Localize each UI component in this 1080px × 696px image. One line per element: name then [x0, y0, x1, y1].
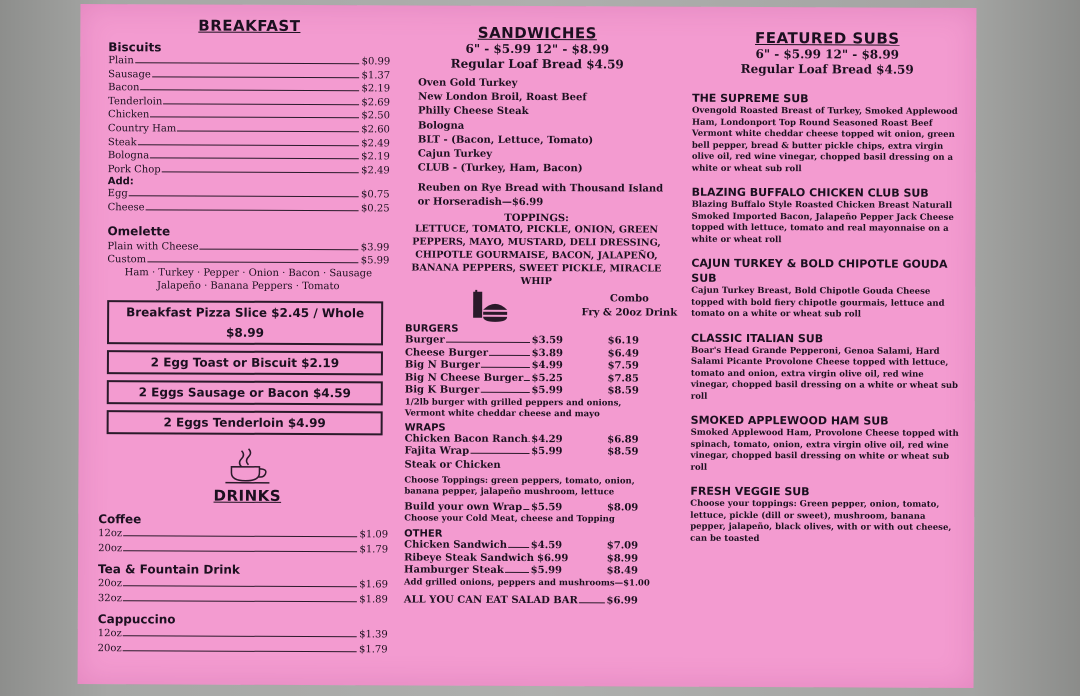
- item-combo-price: $7.09: [606, 540, 639, 552]
- toppings-title: TOPPINGS:: [504, 213, 569, 225]
- reuben-line-2: or Horseradish—$6.99: [417, 196, 544, 209]
- add-row: [108, 201, 390, 216]
- sandwich-loaf: Regular Loaf Bread $4.59: [450, 56, 624, 72]
- menu-row-main: [405, 360, 563, 373]
- combo-line-1: Combo: [609, 293, 649, 305]
- sandwich-item: Oven Gold Turkey: [418, 77, 518, 89]
- item-price: $2.49: [361, 165, 390, 177]
- omelette-row: [107, 240, 389, 254]
- drink-group-items: [98, 626, 388, 657]
- breakfast-specials: [107, 300, 390, 435]
- item-price: $2.69: [361, 97, 391, 109]
- leader-line: [579, 602, 605, 603]
- leader-line: [481, 367, 530, 368]
- leader-line: [508, 547, 529, 548]
- sub-description: Blazing Buffalo Style Roasted Chicken Breast Naturall Smoked Imported Bacon, Jalapeño Pepper Jack Cheese topped with lettuce, tomato and real mayonnaise on a white or wheat roll: [691, 199, 954, 245]
- item-price: $0.25: [360, 203, 390, 215]
- leader-line: [123, 650, 357, 652]
- item-price: $0.75: [360, 189, 390, 201]
- item-name: 20oz: [97, 577, 123, 589]
- sub-item: [690, 413, 960, 475]
- item-name: Big K Burger: [404, 384, 480, 397]
- item-price: $2.19: [361, 151, 390, 163]
- sandwiches-title: SANDWICHES: [477, 23, 597, 43]
- leader-line: [177, 130, 359, 132]
- menu-row: [405, 372, 671, 386]
- item-price: $0.99: [361, 56, 391, 68]
- item-price: $4.59: [530, 540, 563, 552]
- item-name: Chicken Bacon Ranch: [404, 433, 528, 445]
- subs-list: [690, 91, 962, 546]
- leader-line: [138, 144, 360, 146]
- drink-group-title: Tea & Fountain Drink: [97, 561, 240, 577]
- biscuit-row: [108, 81, 390, 96]
- subs-title: FEATURED SUBS: [755, 28, 900, 48]
- leader-line: [446, 342, 530, 343]
- menu-row-main: [405, 433, 563, 446]
- item-price: $5.99: [531, 446, 563, 458]
- drink-group-items: [98, 526, 388, 557]
- sandwich-list: [418, 77, 672, 178]
- item-price: $5.99: [360, 254, 390, 266]
- byo-wrap: [404, 501, 670, 515]
- drink-group-items: [98, 576, 388, 607]
- item-name: Hamburger Steak: [403, 564, 504, 577]
- item-price: $1.79: [359, 543, 389, 555]
- biscuit-row: [108, 54, 390, 69]
- item-price: $1.89: [359, 593, 388, 605]
- item-price: $3.89: [531, 347, 563, 360]
- leader-line: [123, 550, 357, 552]
- item-name: 20oz: [98, 542, 123, 554]
- sub-item: [691, 330, 961, 404]
- leader-line: [505, 572, 529, 573]
- wraps-title: WRAPS: [404, 422, 446, 434]
- breakfast-column: [97, 4, 391, 657]
- biscuit-row: [108, 136, 390, 151]
- omelette-options: [107, 266, 389, 293]
- item-price: $4.29: [531, 433, 563, 446]
- sub-description: Choose your toppings: Green pepper, onion, tomato, lettuce, pickle (dill or sweet), mushroom, banana pepper, jalapeño, black olives, with or with out cheese, can be toasted: [690, 498, 952, 544]
- other-list: [404, 540, 670, 579]
- leader-line: [150, 117, 359, 119]
- burger-note: 1/2lb burger with grilled peppers and onions, Vermont white cheddar cheese and mayo: [404, 397, 622, 420]
- menu-row: [404, 540, 670, 554]
- menu-row: [404, 565, 670, 579]
- coffee-cup-icon: [106, 446, 388, 491]
- sub-name: FRESH VEGGIE SUB: [690, 484, 810, 499]
- drink-row: [98, 526, 388, 542]
- menu-row: [405, 360, 671, 374]
- drink-row: [98, 576, 388, 592]
- omelette-title: Omelette: [107, 223, 171, 238]
- drink-row: [98, 591, 388, 607]
- item-price: $5.25: [531, 372, 563, 385]
- menu-row-main: [405, 446, 563, 459]
- reuben: [418, 182, 672, 211]
- subs-loaf: Regular Loaf Bread $4.59: [740, 61, 914, 77]
- byo-note: Choose your Cold Meat, cheese and Topping: [404, 513, 615, 525]
- subs-column: [690, 7, 962, 556]
- leader-line: [524, 380, 529, 381]
- item-combo-price: $6.89: [607, 434, 639, 446]
- biscuits-title: Biscuits: [108, 40, 162, 55]
- biscuit-row: [108, 68, 390, 83]
- item-name: Cheese Burger: [404, 347, 489, 359]
- other-addon: Add grilled onions, peppers and mushrooms—$1.00: [403, 577, 650, 589]
- item-price: $5.99: [531, 385, 563, 397]
- combo-label: [581, 293, 677, 321]
- item-price: $1.39: [359, 628, 388, 640]
- drink-row: [98, 626, 388, 642]
- item-price: $2.50: [361, 110, 391, 122]
- biscuit-list: [108, 54, 391, 178]
- item-name: Ribeye Steak Sandwich: [404, 552, 535, 564]
- combo-header: [401, 290, 678, 325]
- special-box: 2 Eggs Sausage or Bacon $4.59: [107, 380, 383, 405]
- special-box: 2 Eggs Tenderloin $4.99: [107, 410, 383, 435]
- item-name: Egg: [107, 188, 128, 200]
- menu-row: [405, 335, 671, 349]
- item-price: $1.69: [359, 578, 388, 590]
- menu-row: [404, 552, 670, 566]
- item-name: 12oz: [97, 627, 122, 639]
- subs-sizes: 6" - $5.99 12" - $8.99: [755, 46, 900, 62]
- menu-row: [405, 433, 671, 447]
- menu-row: [404, 501, 670, 515]
- special-box: 2 Egg Toast or Biscuit $2.19: [107, 350, 383, 375]
- item-name: Bologna: [107, 150, 150, 162]
- item-price: $5.59: [530, 501, 563, 514]
- leader-line: [480, 392, 529, 393]
- sub-name: CAJUN TURKEY & BOLD CHIPOTLE GOUDA SUB: [691, 256, 948, 285]
- item-name: Plain with Cheese: [107, 240, 199, 253]
- sub-item: [691, 256, 961, 322]
- menu-row-main: [404, 540, 562, 553]
- item-combo-price: $8.59: [607, 446, 639, 458]
- leader-line: [162, 171, 359, 173]
- leader-line: [129, 196, 359, 198]
- omelette-options-line-2: Jalapeño · Banana Peppers · Tomato: [156, 279, 340, 292]
- salad-bar-label: ALL YOU CAN EAT SALAD BAR: [403, 594, 578, 607]
- sandwich-sizes: 6" - $5.99 12" - $8.99: [465, 41, 610, 57]
- drink-group-title: Coffee: [98, 511, 142, 526]
- special-box: Breakfast Pizza Slice $2.45 / Whole $8.99: [107, 300, 383, 345]
- sub-item: [691, 185, 961, 247]
- burger-drink-icon: [471, 290, 509, 328]
- sandwiches-column: [400, 5, 678, 607]
- sandwich-item: Philly Cheese Steak: [417, 105, 529, 118]
- drinks-title: DRINKS: [213, 486, 282, 505]
- item-price: $2.49: [361, 137, 390, 149]
- sub-description: Ovengold Roasted Breast of Turkey, Smoked Applewood Ham, Londonport Top Round Seasoned Roast Beef Vermont white cheddar cheese topped wit onion, green bell pepper, bread & butter pickle chips, extra virgin olive oil, red wine vinegar, chopped basil dressing on a white or wheat sub roll: [691, 105, 958, 174]
- sub-item: [692, 91, 962, 176]
- toppings-list: LETTUCE, TOMATO, PICKLE, ONION, GREEN PEPPERS, MAYO, MUSTARD, DELI DRESSING, CHIPOTLE GOURMAISE, BACON, JALAPEÑO, BANANA PEPPERS, SWEET PICKLE, MIRACLE WHIP: [411, 223, 662, 287]
- leader-line: [200, 248, 359, 250]
- leader-line: [152, 76, 360, 78]
- menu-row-main: [404, 552, 569, 565]
- fajita-sub: Steak or Chicken: [404, 459, 501, 471]
- other-title: OTHER: [404, 528, 443, 541]
- item-price: $3.99: [360, 241, 390, 253]
- add-title: Add:: [107, 176, 134, 188]
- leader-line: [146, 209, 359, 211]
- item-name: Chicken Sandwich: [404, 539, 508, 552]
- leader-line: [123, 585, 357, 587]
- item-combo-price: $6.49: [607, 348, 639, 360]
- omelette-options-line-1: Ham · Turkey · Pepper · Onion · Bacon · Sausage: [124, 266, 373, 279]
- wrap-toppings-note: Choose Toppings: green peppers, tomato, onion, banana pepper, jalapeño mushroom, lettuce: [404, 475, 635, 498]
- item-price: $3.59: [531, 335, 564, 347]
- item-name: Plain: [108, 55, 134, 67]
- leader-line: [163, 103, 359, 105]
- wrap-list: [405, 433, 671, 459]
- combo-line-2: Fry & 20oz Drink: [581, 307, 678, 320]
- salad-bar: [404, 594, 638, 606]
- leader-line: [140, 89, 359, 91]
- burger-list: [405, 335, 671, 399]
- item-combo-price: $7.59: [607, 360, 639, 372]
- sub-description: Boar's Head Grande Pepperoni, Genoa Salami, Hard Salami Picante Provolone Cheese topped with lettuce, tomato and onion, extra virgin olive oil, red wine vinegar, chopped basil dressing on a white or wheat sub roll: [690, 345, 959, 402]
- item-price: $1.79: [359, 643, 388, 655]
- menu-row-main: [404, 565, 562, 578]
- item-name: Bacon: [108, 82, 140, 94]
- item-name: Big N Cheese Burger: [404, 372, 524, 384]
- biscuit-row: [108, 149, 390, 164]
- drink-group-title: Cappuccino: [97, 611, 176, 627]
- item-name: Big N Burger: [404, 359, 480, 372]
- item-price: $2.19: [361, 83, 391, 95]
- item-price: $1.09: [359, 528, 389, 540]
- item-price: $1.37: [361, 69, 391, 81]
- sandwich-item: BLT - (Bacon, Lettuce, Tomato): [417, 134, 594, 147]
- sub-description: Smoked Applewood Ham, Provolone Cheese topped with spinach, tomato, onion, extra virgin olive oil, red wine vinegar, chopped basil dressing on white or wheat sub roll: [690, 427, 959, 473]
- sandwich-item: Bologna: [417, 120, 465, 132]
- leader-line: [470, 453, 529, 454]
- sub-name: CLASSIC ITALIAN SUB: [691, 331, 824, 345]
- item-price: $4.99: [531, 360, 563, 372]
- sandwich-item: CLUB - (Turkey, Ham, Bacon): [417, 162, 583, 175]
- menu-row-main: [405, 335, 563, 348]
- item-price: $6.99: [537, 552, 569, 565]
- leader-line: [123, 635, 357, 637]
- leader-line: [123, 535, 357, 537]
- leader-line: [489, 355, 530, 356]
- item-combo-price: $8.99: [606, 553, 639, 565]
- item-name: Chicken: [107, 109, 150, 121]
- menu-row-main: [405, 347, 563, 360]
- sub-description: Cajun Turkey Breast, Bold Chipotle Gouda Cheese topped with bold fiery chipotle gourmais, lettuce and tomato on a white or wheat sub roll: [691, 285, 945, 320]
- menu-row-main: [405, 385, 563, 398]
- item-name: Burger: [404, 334, 445, 347]
- biscuit-row: [108, 122, 390, 137]
- item-name: Tenderloin: [108, 95, 163, 108]
- item-combo-price: $8.49: [606, 565, 639, 577]
- sub-name: SMOKED APPLEWOOD HAM SUB: [690, 413, 889, 428]
- menu-row-main: [405, 372, 563, 385]
- sub-name: THE SUPREME SUB: [692, 91, 809, 106]
- item-combo-price: $8.59: [607, 385, 639, 397]
- item-name: Pork Chop: [107, 163, 161, 176]
- item-name: 20oz: [97, 642, 122, 654]
- item-price: $2.60: [361, 124, 390, 136]
- item-name: Country Ham: [107, 123, 177, 135]
- item-combo-price: $7.85: [607, 373, 639, 385]
- drink-row: [98, 541, 388, 557]
- breakfast-title: BREAKFAST: [198, 16, 301, 36]
- add-list: [108, 188, 390, 216]
- item-name: Steak: [107, 136, 137, 148]
- burgers-title: BURGERS: [405, 323, 459, 336]
- leader-line: [150, 158, 359, 160]
- leader-line: [523, 509, 529, 510]
- leader-line: [147, 261, 359, 263]
- item-combo-price: $8.09: [606, 502, 639, 514]
- item-price: $5.99: [530, 565, 563, 577]
- salad-bar-price: $6.99: [606, 595, 638, 607]
- item-name: Build your own Wrap: [404, 501, 523, 513]
- drinks-list: [97, 511, 389, 657]
- biscuit-row: [108, 163, 390, 178]
- item-name: Sausage: [108, 68, 151, 80]
- item-name: Cheese: [107, 202, 145, 214]
- sub-item: [690, 484, 960, 546]
- menu-row: [405, 385, 671, 399]
- menu-row: [405, 446, 671, 460]
- drink-row: [98, 641, 388, 657]
- menu-sheet: [78, 4, 977, 688]
- sandwich-item: New London Broil, Roast Beef: [418, 91, 587, 104]
- reuben-line-1: Reuben on Rye Bread with Thousand Island: [417, 182, 664, 196]
- item-name: 32oz: [97, 592, 122, 604]
- omelette-row: [107, 253, 389, 267]
- menu-row: [405, 347, 671, 361]
- sandwich-item: Cajun Turkey: [417, 148, 493, 160]
- leader-line: [135, 62, 360, 64]
- omelette-list: [107, 240, 389, 267]
- biscuit-row: [108, 109, 390, 124]
- leader-line: [123, 600, 357, 602]
- sub-name: BLAZING BUFFALO CHICKEN CLUB SUB: [691, 185, 929, 200]
- menu-row-main: [404, 501, 562, 514]
- item-name: Fajita Wrap: [404, 445, 470, 458]
- item-combo-price: $6.19: [607, 335, 640, 347]
- biscuit-row: [108, 95, 390, 110]
- add-row: [108, 188, 390, 203]
- item-name: Custom: [107, 253, 147, 265]
- item-name: 12oz: [98, 527, 123, 539]
